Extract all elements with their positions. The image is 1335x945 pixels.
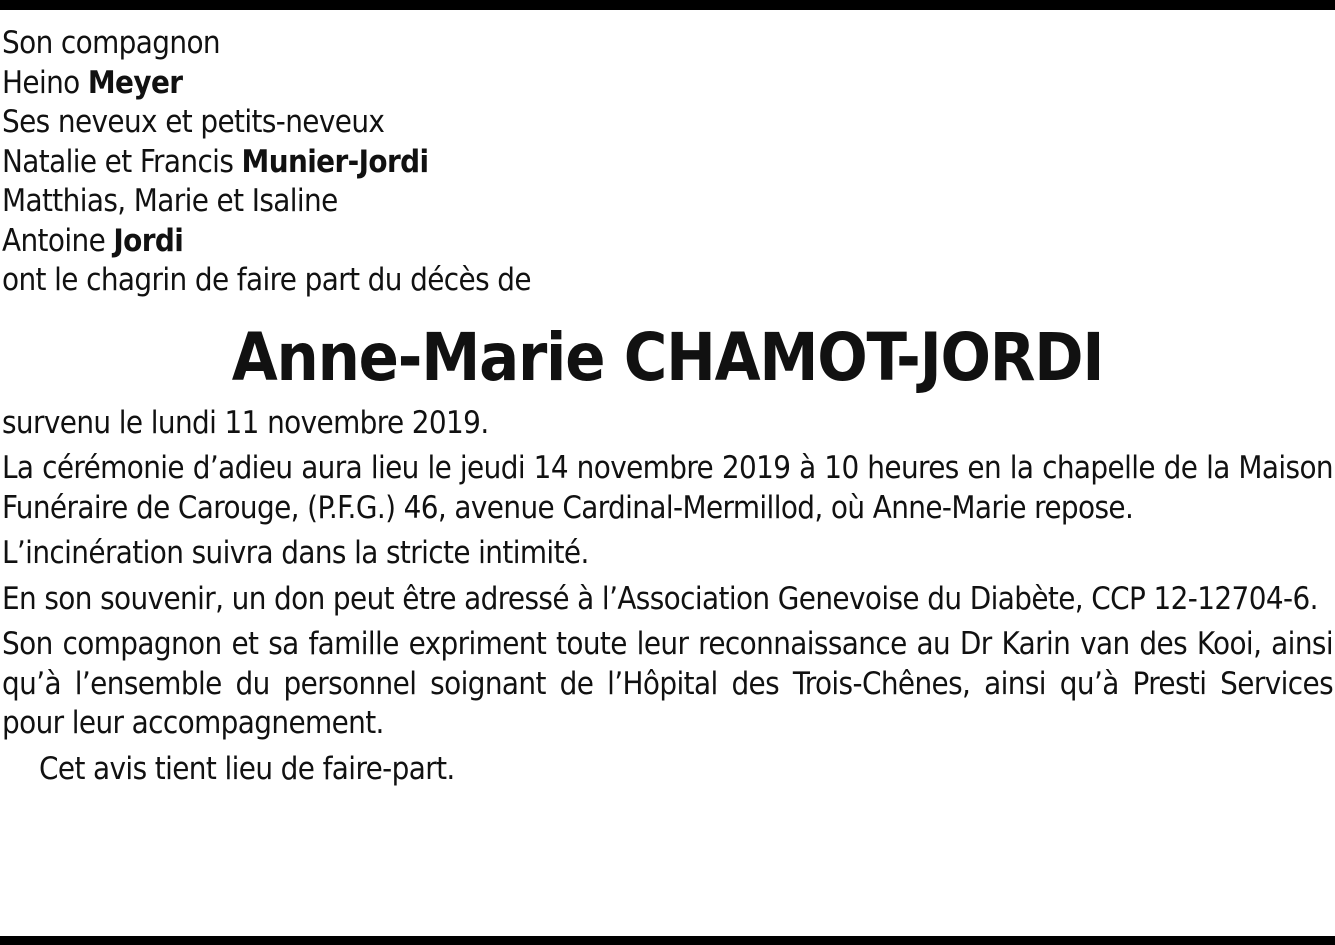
donation-paragraph: En son souvenir, un don peut être adressé à l’Association Genevoise du Diabète, CCP 12-12704-6.: [2, 580, 1318, 617]
family-line: [2, 143, 1333, 183]
family-given: ont le chagrin de faire part du décès de: [2, 262, 531, 298]
family-list: [2, 24, 1333, 301]
family-given: Antoine: [2, 222, 114, 259]
thanks-paragraph: Son compagnon et sa famille expriment toute leur reconnaissance au Dr Karin van des Kooi, ainsi qu’à l’ensemble du personnel soignant de l’Hôpital des Trois-Chênes, ainsi qu’à Presti Services pour leur accompagnement.: [2, 626, 1333, 741]
family-given: Ses neveux et petits-neveux: [2, 104, 385, 140]
cremation-paragraph: L’incinération suivra dans la stricte intimité.: [2, 535, 589, 571]
family-given: Matthias, Marie et Isaline: [2, 183, 338, 219]
deceased-name: Anne-Marie CHAMOT-JORDI: [231, 318, 1104, 396]
bottom-rule: [0, 936, 1335, 945]
family-line: [2, 103, 1333, 143]
family-line: [2, 261, 1333, 301]
family-line: [2, 24, 1333, 64]
death-notice: [2, 24, 1333, 789]
family-surname: Munier-Jordi: [241, 143, 429, 180]
family-surname: Meyer: [87, 64, 183, 101]
ceremony-paragraph: La cérémonie d’adieu aura lieu le jeudi 14 novembre 2019 à 10 heures en la chapelle de la Maison Funéraire de Carouge, (P.F.G.) 46, avenue Cardinal-Mermillod, où Anne-Marie repose.: [2, 450, 1333, 526]
top-rule: [0, 0, 1335, 10]
family-given: Natalie et Francis: [2, 143, 242, 180]
family-given: Heino: [2, 64, 88, 101]
family-line: [2, 222, 1333, 262]
family-line: [2, 182, 1333, 222]
date-of-death-paragraph: survenu le lundi 11 novembre 2019.: [2, 404, 489, 441]
family-given: Son compagnon: [2, 25, 220, 61]
closing-note: Cet avis tient lieu de faire-part.: [39, 750, 455, 787]
family-surname: Jordi: [113, 222, 184, 259]
family-line: [2, 64, 1333, 104]
